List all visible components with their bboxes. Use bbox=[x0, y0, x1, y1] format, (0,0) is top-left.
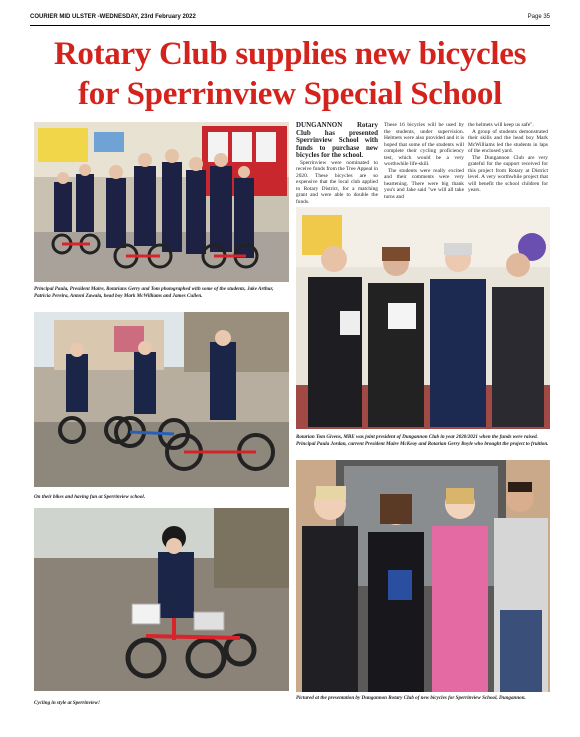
article-paragraph: These 16 bicycles will be used by the students, under supervision. Helmets were also provided and it is hoped that some of the students will complete their cycling proficiency test, which would be a very worthwhile life-skill. bbox=[384, 122, 464, 167]
photo-rotarians-and-principal bbox=[296, 207, 550, 429]
article-paragraph: Sperrinview were nominated to receive funds from the Tree Appeal in 2020. These bicycles are so expensive that the local club applied to Rotary District, for a matching grant and were able to double the funds. bbox=[296, 159, 378, 205]
article-paragraph: A group of students demonstrated their skills and the head boy Mark McWilliams led the students in laps of the enclosed yard. bbox=[468, 128, 548, 154]
photo-kids-on-bikes bbox=[34, 312, 289, 487]
article-paragraph: The Dungannon Club are very grateful for the support received for this project from Rotary at District level. A very worthwhile project that will benefit the school children for years. bbox=[468, 154, 548, 193]
article-column-3 bbox=[468, 122, 548, 194]
article-paragraph: The students were really excited and their comments were very heartening. There were big thank you's and Jake said "we will all take turns and bbox=[384, 167, 464, 200]
photo-presentation-at-school-door bbox=[296, 460, 550, 692]
caption-photo-3: Cycling in style at Sperrinview! bbox=[34, 700, 100, 706]
headline-line-1: Rotary Club supplies new bicycles bbox=[53, 36, 527, 72]
caption-photo-2: On their bikes and having fun at Sperrinview school. bbox=[34, 494, 146, 500]
photo-group-with-bikes bbox=[34, 122, 289, 282]
masthead-rule bbox=[30, 25, 550, 26]
caption-photo-5: Pictured at the presentation by Dungannon Rotary Club of new bicycles for Sperrinview School, Dungannon. bbox=[296, 695, 526, 701]
photo-boy-on-tricycle bbox=[34, 508, 289, 691]
headline-line-2: for Sperrinview Special School bbox=[78, 76, 502, 112]
masthead-publication-date: COURIER MID ULSTER -WEDNESDAY, 23rd February 2022 bbox=[30, 14, 196, 20]
article-column-1 bbox=[296, 122, 378, 205]
article-paragraph: the helmets will keep us safe". bbox=[468, 122, 534, 128]
page-number: Page 35 bbox=[527, 14, 550, 20]
article-column-2 bbox=[384, 122, 464, 200]
caption-photo-1: Principal Paula, President Maire, Rotarians Gerry and Tom photographed with some of the students, Jake Arthur, Patricia Pereira, Antoni Zawala, head boy Mark McWilliams and James Cullen. bbox=[34, 286, 274, 299]
article-lead-paragraph: DUNGANNON Rotary Club has presented Sperrinview School with funds to purchase new bicycles for the school. bbox=[296, 121, 378, 160]
caption-photo-4: Rotarian Tom Givens, MBE was joint president of Dungannon Club in year 2020/2021 when the funds were raised. Principal Paula Jordan, current President Maire McKeoy and Rotarian Gerry Boyle who brought the project to fruition. bbox=[296, 434, 549, 447]
masthead bbox=[30, 14, 550, 24]
headline bbox=[20, 34, 560, 114]
